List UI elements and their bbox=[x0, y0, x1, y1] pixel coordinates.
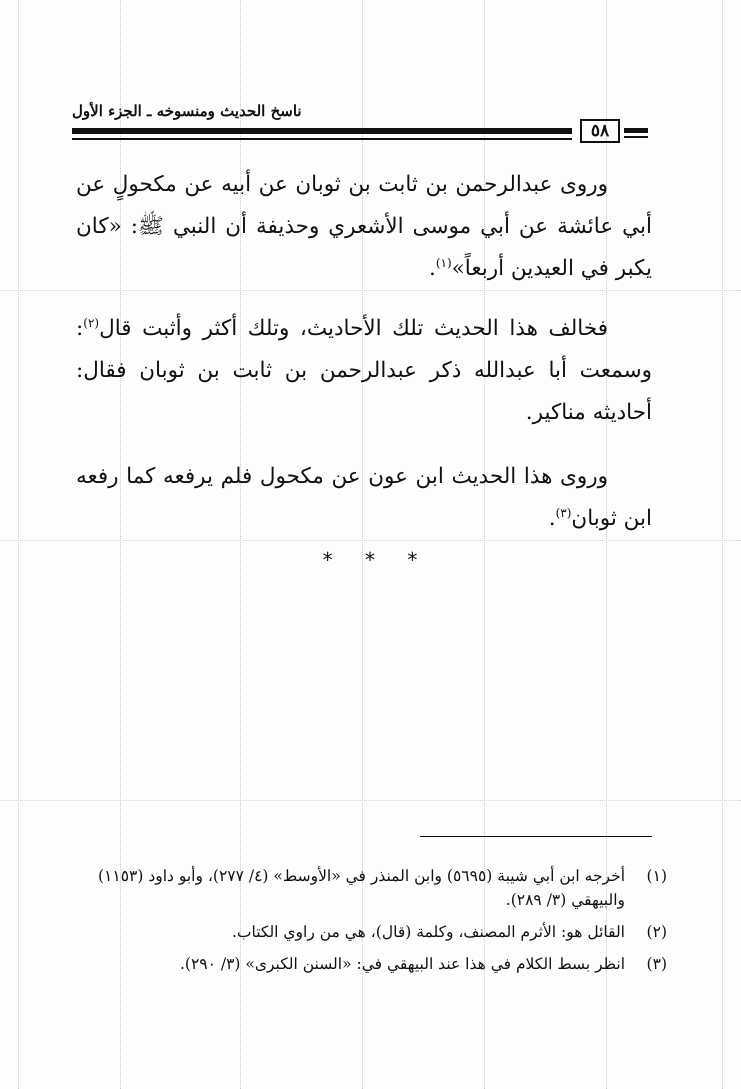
scan-guide-line bbox=[18, 0, 19, 1089]
paragraph-end: . bbox=[548, 506, 556, 531]
scan-guide-line bbox=[0, 800, 741, 801]
paragraph-text: : وسمعت أبا عبدالله ذكر عبدالرحمن بن ثابت بن ثوبان فقال: أحاديثه مناكير. bbox=[76, 316, 652, 425]
footnotes bbox=[92, 864, 667, 984]
footnote-ref: (٢) bbox=[83, 315, 100, 330]
running-title: ناسخ الحديث ومنسوخه ـ الجزء الأول bbox=[72, 102, 302, 120]
footnote-ref: (٣) bbox=[555, 505, 572, 520]
header-rule bbox=[72, 138, 572, 140]
footnote-text: انظر بسط الكلام في هذا عند البيهقي في: «السنن الكبرى» (٣/ ٢٩٠). bbox=[179, 955, 625, 973]
header-rule bbox=[72, 128, 572, 134]
footnote bbox=[92, 864, 667, 912]
paragraph-end: . bbox=[428, 256, 436, 281]
footnote-rule bbox=[420, 836, 652, 837]
footnote bbox=[92, 952, 667, 976]
page-number: ٥٨ bbox=[580, 119, 620, 143]
scan-guide-line bbox=[722, 0, 723, 1089]
header-rule bbox=[624, 136, 648, 138]
footnote-number: (١) bbox=[646, 867, 667, 885]
paragraph-text: فخالف هذا الحديث تلك الأحاديث، وتلك أكثر وأثبت قال bbox=[99, 316, 608, 341]
paragraph-text: وروى هذا الحديث ابن عون عن مكحول فلم يرفعه كما رفعه ابن ثوبان bbox=[76, 464, 652, 531]
footnote-ref: (١) bbox=[435, 255, 452, 270]
footnote-number: (٢) bbox=[646, 923, 667, 941]
footnote-number: (٣) bbox=[646, 955, 667, 973]
paragraph-text: وروى عبدالرحمن بن ثابت بن ثوبان عن أبيه عن مكحولٍ عن أبي عائشة عن أبي موسى الأشعري وحذيفة أن النبي ﷺ: «كان يكبر في العيدين أربعاً» bbox=[76, 172, 652, 281]
footnote-text: القائل هو: الأثرم المصنف، وكلمة (قال)، هي من راوي الكتاب. bbox=[231, 923, 625, 941]
header-rule bbox=[624, 128, 648, 133]
footnote bbox=[92, 920, 667, 944]
main-text bbox=[76, 164, 652, 562]
paragraph bbox=[76, 456, 652, 540]
paragraph bbox=[76, 308, 652, 434]
section-separator: * * * bbox=[322, 548, 418, 572]
footnote-text: أخرجه ابن أبي شيبة (٥٦٩٥) وابن المنذر في «الأوسط» (٤/ ٢٧٧)، وأبو داود (١١٥٣) والبيهقي (٣/ ٢٨٩). bbox=[97, 867, 625, 909]
paragraph bbox=[76, 164, 652, 290]
page-header bbox=[72, 100, 648, 150]
